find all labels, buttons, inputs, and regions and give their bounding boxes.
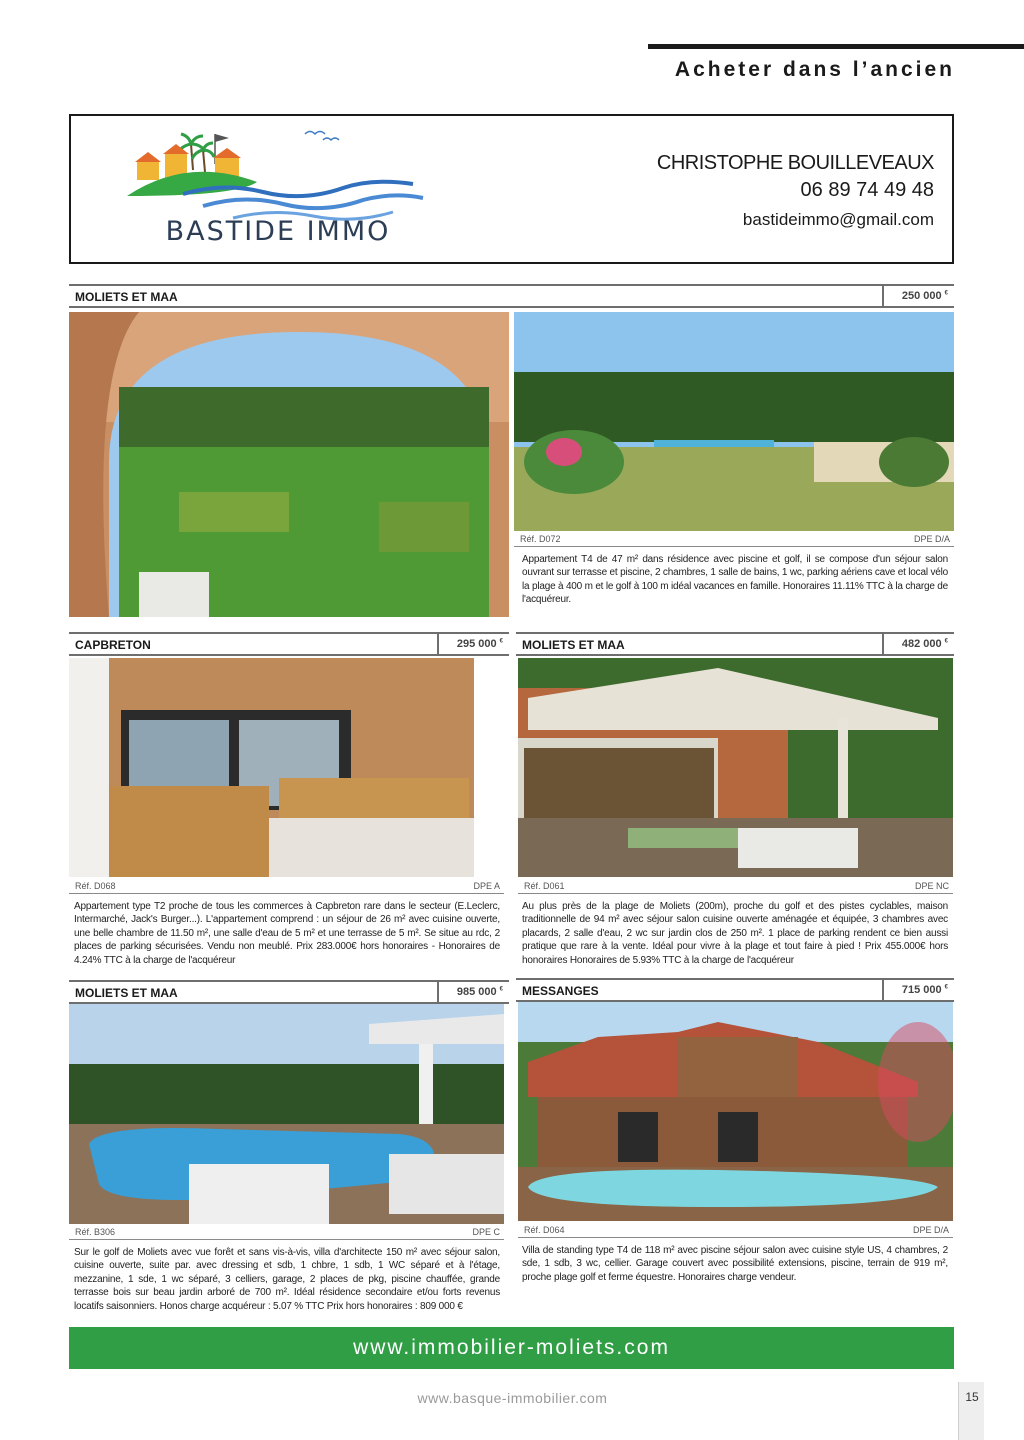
listing-ref: Réf. D072 xyxy=(520,534,561,544)
listing-ref-row xyxy=(518,1224,953,1238)
listing-price: 985 000 € xyxy=(437,980,509,1004)
listing-ref-row xyxy=(69,880,504,894)
website-banner[interactable]: www.immobilier-moliets.com xyxy=(69,1327,954,1369)
listing-price: 482 000 € xyxy=(882,632,954,656)
listing-location: MOLIETS ET MAA xyxy=(522,638,625,652)
listing-location: MOLIETS ET MAA xyxy=(75,290,178,304)
listing-header xyxy=(69,980,509,1004)
contact-email[interactable]: bastideimmo@gmail.com xyxy=(742,210,934,229)
contact-name: CHRISTOPHE BOUILLEVEAUX xyxy=(656,152,934,174)
listing-photo-house-pergola xyxy=(518,658,953,877)
listing-description: Appartement type T2 proche de tous les commerces à Capbreton rare dans le secteur (E.Leclerc, Intermarché, Jack's Burger...). L'appartement comprend : un séjour de 26 m² avec cuisine ouverte, une belle chambre de 11.50 m², une salle d'eau de 5 m² et une terrasse de 5 m². Se situe au rdc, 2 places de parking sécurisées. Vendu non meublé. Prix 283.000€ hors honoraires - Honoraires de 4.24% TTC à la charge de l'acquéreur xyxy=(74,901,500,966)
listing-header xyxy=(516,978,954,1002)
listing-price: 250 000 € xyxy=(882,284,954,308)
listing-ref: Réf. D064 xyxy=(524,1225,565,1235)
listing-header xyxy=(516,632,954,656)
listing-photo-archway-garden xyxy=(69,312,509,617)
listing-header xyxy=(69,284,954,308)
listing-photo-residence-pool xyxy=(514,312,954,531)
listing-description: Villa de standing type T4 de 118 m² avec piscine séjour salon avec cuisine style US, 4 chambres, 2 sde, 1 sdb, 3 wc, cellier. Garage couvert avec possibilité extensions, piscine, terrain de 919 m², proche plage golf et ferme équestre. Honoraires charge vendeur. xyxy=(522,1245,948,1283)
listing-ref: Réf. B306 xyxy=(75,1227,116,1237)
agency-contact xyxy=(657,152,934,230)
listing-photo-villa-pool xyxy=(69,1004,504,1224)
footer-site-url[interactable]: www.basque-immobilier.com xyxy=(417,1390,608,1406)
agency-logo xyxy=(123,124,433,259)
listing-photo-apartment-terrace xyxy=(69,658,504,877)
listing-photo-wooden-villa xyxy=(518,1002,953,1221)
listing-header xyxy=(69,632,509,656)
listing-description: Au plus près de la plage de Moliets (200m), proche du golf et des pistes cyclables, maison traditionnelle de 94 m² avec séjour salon cuisine ouverte aménagée et équipée, 3 chambres avec placards, 2 salle d'eau, 2 wc sur jardin clos de 250 m². 1 place de parking rendent ce bien aussi pratique que rare à la vente. Idéal pour vivre à la plage et tout faire à pied ! Prix 455.000€ hors honoraires Honoraires de 5.93% TTC à la charge de l'acquéreur xyxy=(522,901,948,966)
listing-dpe: DPE C xyxy=(472,1227,500,1237)
agency-card xyxy=(69,114,954,264)
listing-dpe: DPE A xyxy=(473,881,500,891)
listing-description: Appartement T4 de 47 m² dans résidence avec piscine et golf, il se compose d'un séjour salon ouvrant sur terrasse et piscine, 2 chambres, 1 salle de bains, 1 wc, parking aériens cave et local vélo la plage à 400 m et le golf à 100 m idéal vacances en famille. Honoraires 11.11% TTC à la charge de l'acquéreur. xyxy=(522,554,949,606)
listing-dpe: DPE D/A xyxy=(913,534,950,544)
listing-location: CAPBRETON xyxy=(75,638,151,652)
contact-phone[interactable]: 06 89 74 49 48 xyxy=(800,179,934,201)
listing-price: 295 000 € xyxy=(437,632,509,656)
listing-description: Sur le golf de Moliets avec vue forêt et sans vis-à-vis, villa d'architecte 150 m² avec séjour salon, cuisine ouverte, suite par. avec dressing et sdb, 1 chbre, 1 sdb, 1 WC séparé et à l'étage, mezzanine, 1 sde, 1 wc séparé, 3 celliers, garage, 2 places de pkg, piscine chauffée, grande terrasse bois sur beau jardin arboré de 700 m². Idéal résidence secondaire et/ou forts revenus locatifs saisonniers. Honos charge acquéreur : 5.07 % TTC Prix hors honoraires : 809 000 € xyxy=(74,1247,500,1312)
logo-wordmark: BASTIDE IMMO xyxy=(165,216,391,247)
listing-price: 715 000 € xyxy=(882,978,954,1002)
listing-ref: Réf. D061 xyxy=(524,881,565,891)
page-number-tab xyxy=(958,1382,984,1440)
listing-ref: Réf. D068 xyxy=(75,881,116,891)
section-title: Acheter dans l’ancien xyxy=(674,58,955,81)
header-rule xyxy=(648,44,1024,49)
listing-ref-row xyxy=(514,533,954,547)
listing-ref-row xyxy=(518,880,953,894)
listing-location: MESSANGES xyxy=(522,984,599,998)
listing-location: MOLIETS ET MAA xyxy=(75,986,178,1000)
listing-dpe: DPE NC xyxy=(914,881,949,891)
listing-ref-row xyxy=(69,1226,504,1240)
listing-dpe: DPE D/A xyxy=(912,1225,949,1235)
page-number: 15 xyxy=(965,1390,979,1404)
